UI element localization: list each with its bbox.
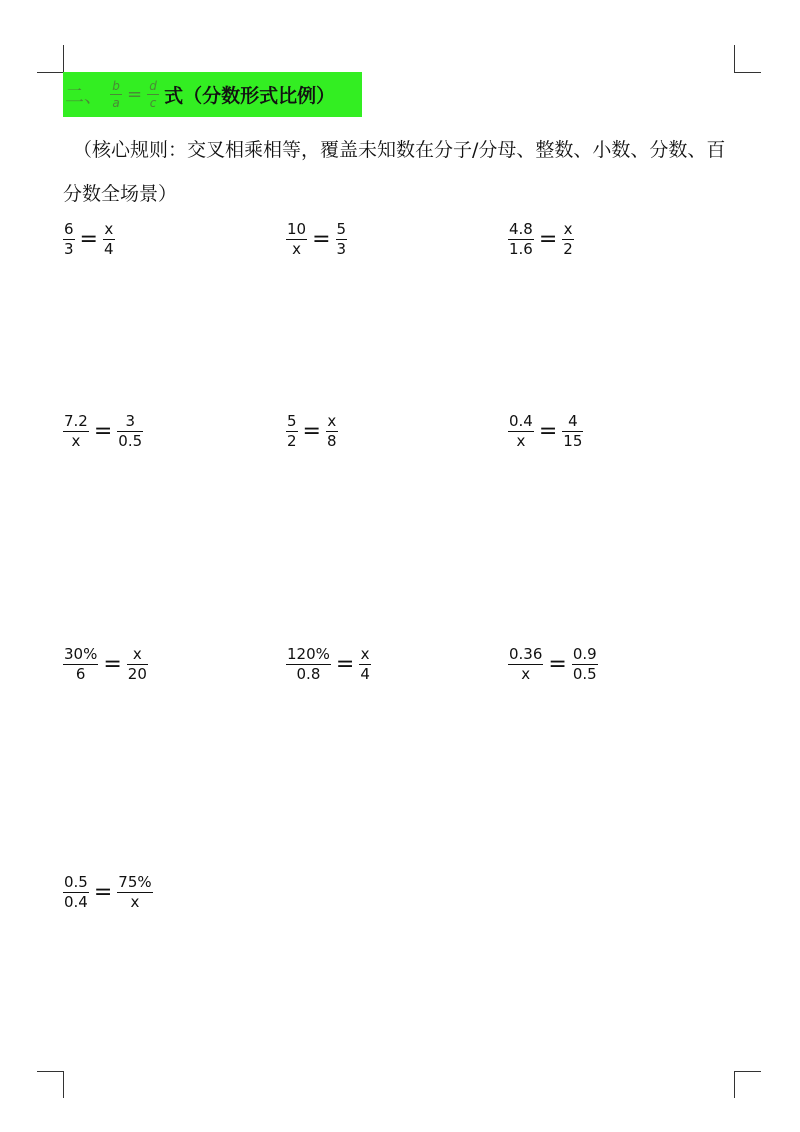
left-numerator: 0.36 (509, 645, 543, 663)
equals-sign: = (335, 651, 355, 677)
right-denominator: 2 (563, 240, 573, 258)
equals-sign: = (302, 418, 321, 444)
proportion-equation (286, 221, 347, 258)
proportion-equation (286, 413, 338, 450)
proportion-equation (63, 413, 143, 450)
right-fraction (103, 221, 115, 258)
right-denominator: 0.5 (118, 432, 143, 450)
left-denominator: 2 (287, 432, 297, 450)
left-fraction (286, 413, 298, 450)
left-denominator: 0.4 (64, 893, 88, 911)
left-denominator: 0.8 (296, 665, 321, 683)
proportion-equation (63, 221, 115, 258)
right-numerator: x (132, 645, 142, 663)
right-fraction (562, 221, 574, 258)
right-denominator: 3 (336, 240, 347, 258)
heading-formula-left-num: b (112, 79, 120, 93)
right-fraction (359, 646, 371, 683)
left-numerator: 120% (287, 645, 330, 663)
proportion-equation (63, 646, 148, 683)
equals-sign: = (103, 651, 122, 677)
heading-formula-left (110, 80, 122, 109)
right-fraction (572, 646, 598, 683)
heading-formula-right-den: c (149, 96, 157, 110)
left-numerator: 30% (64, 645, 98, 663)
right-denominator: 15 (563, 432, 583, 450)
section-heading (63, 72, 362, 117)
right-numerator: 5 (336, 220, 347, 238)
equals-sign: = (79, 226, 98, 252)
proportion-equation (508, 646, 598, 683)
crop-mark-bottom-right-h (734, 1071, 761, 1072)
right-numerator: 0.9 (572, 645, 597, 663)
left-fraction (286, 221, 307, 258)
right-denominator: x (130, 893, 140, 911)
proportion-equation (286, 646, 371, 683)
left-numerator: 0.5 (64, 873, 88, 891)
left-fraction (63, 413, 89, 450)
heading-formula-right (147, 80, 159, 109)
left-fraction (286, 646, 331, 683)
left-fraction (63, 646, 98, 683)
right-fraction (127, 646, 148, 683)
equals-sign: = (538, 418, 558, 444)
right-fraction (562, 413, 583, 450)
left-denominator: 6 (75, 665, 86, 683)
left-denominator: x (71, 432, 81, 450)
heading-formula-left-den: a (112, 96, 120, 110)
left-denominator: 1.6 (509, 240, 533, 258)
crop-mark-top-right-h (734, 72, 761, 73)
right-denominator: 20 (127, 665, 147, 683)
intro-text: （核心规则：交叉相乘相等，覆盖未知数在分子/分母、整数、小数、分数、百分数全场景） (63, 139, 726, 205)
heading-formula-equals: = (127, 84, 143, 105)
left-denominator: x (516, 432, 526, 450)
equals-sign: = (93, 418, 113, 444)
right-fraction (117, 413, 143, 450)
crop-mark-top-left-h (37, 72, 64, 73)
crop-mark-top-left-v (63, 45, 64, 72)
right-numerator: x (360, 645, 370, 663)
left-fraction (508, 413, 534, 450)
left-denominator: x (521, 665, 531, 683)
heading-prefix: 二、 (65, 85, 104, 107)
crop-mark-bottom-left-h (37, 1071, 64, 1072)
heading-suffix: 式（分数形式比例） (164, 85, 336, 107)
right-denominator: 8 (326, 432, 337, 450)
left-numerator: 6 (64, 220, 74, 238)
proportion-equation (63, 874, 153, 911)
equals-sign: = (548, 651, 567, 677)
right-numerator: 4 (568, 412, 578, 430)
left-numerator: 10 (287, 220, 307, 238)
right-denominator: 4 (103, 240, 114, 258)
left-denominator: 3 (64, 240, 74, 258)
left-numerator: 7.2 (64, 412, 88, 430)
heading-formula-right-num: d (149, 79, 157, 93)
right-numerator: x (327, 412, 337, 430)
left-denominator: x (292, 240, 301, 258)
proportion-equation (508, 413, 583, 450)
right-denominator: 4 (360, 665, 370, 683)
crop-mark-bottom-left-v (63, 1071, 64, 1098)
left-fraction (508, 646, 543, 683)
left-numerator: 5 (287, 412, 297, 430)
left-fraction (63, 221, 75, 258)
equals-sign: = (538, 226, 558, 252)
proportion-equation (508, 221, 574, 258)
right-numerator: 3 (125, 412, 135, 430)
left-fraction (63, 874, 89, 911)
crop-mark-bottom-right-v (734, 1071, 735, 1098)
right-numerator: x (563, 220, 573, 238)
right-denominator: 0.5 (572, 665, 597, 683)
equals-sign: = (312, 226, 331, 252)
equals-sign: = (93, 879, 113, 905)
crop-mark-top-right-v (734, 45, 735, 72)
left-fraction (508, 221, 534, 258)
right-numerator: 75% (118, 873, 152, 891)
left-numerator: 4.8 (509, 220, 533, 238)
right-numerator: x (104, 220, 114, 238)
left-numerator: 0.4 (509, 412, 533, 430)
right-fraction (326, 413, 338, 450)
right-fraction (117, 874, 152, 911)
right-fraction (336, 221, 348, 258)
